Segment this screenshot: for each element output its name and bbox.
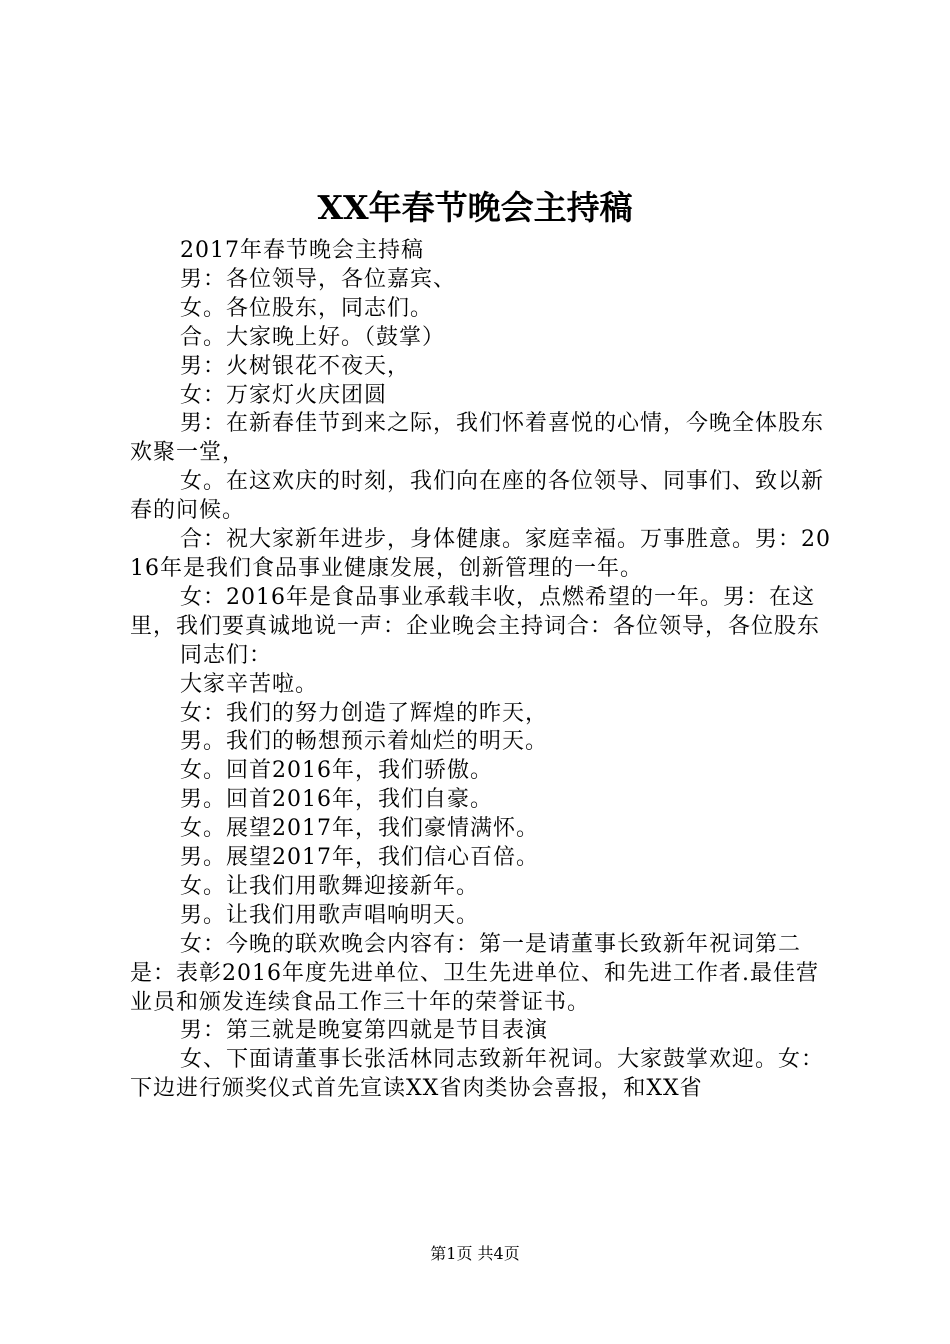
page-number-footer: 第1页 共4页: [430, 1244, 520, 1263]
paragraph: 同志们：: [180, 642, 273, 668]
paragraph: 合。大家晚上好。（鼓掌）: [180, 324, 446, 350]
paragraph: 女。各位股东，同志们。: [180, 295, 434, 321]
paragraph: 男。让我们用歌声唱响明天。: [180, 902, 480, 928]
paragraph: 男：第三就是晚宴第四就是节目表演: [180, 1018, 549, 1044]
paragraph: 女。回首2016年，我们骄傲。: [180, 758, 493, 784]
paragraph: 女：今晚的联欢晚会内容有：第一是请董事长致新年祝词第二是：表彰2016年度先进单位、卫生先进单位、和先进工作者.最佳营业员和颁发连续食品工作三十年的荣誉证书。: [130, 931, 819, 1015]
paragraph: 女：我们的努力创造了辉煌的昨天，: [180, 700, 549, 726]
paragraph: 2017年春节晚会主持稿: [180, 238, 424, 263]
paragraph: 女、下面请董事长张活林同志致新年祝词。大家鼓掌欢迎。女：下边进行颁奖仪式首先宣读XX省肉类协会喜报，和XX省: [130, 1047, 825, 1102]
paragraph: 男。展望2017年，我们信心百倍。: [180, 845, 539, 871]
paragraph: 女：2016年是食品事业承载丰收，点燃希望的一年。男：在这里，我们要真诚地说一声：企业晚会主持词合：各位领导，各位股东: [130, 584, 821, 639]
paragraph: 女。让我们用歌舞迎接新年。: [180, 873, 480, 899]
paragraph: 男。我们的畅想预示着灿烂的明天。: [180, 729, 549, 755]
paragraph: 大家辛苦啦。: [180, 671, 319, 697]
paragraph: 男：火树银花不夜天，: [180, 353, 411, 379]
paragraph: 男：各位领导，各位嘉宾、: [180, 266, 457, 292]
paragraph: 女。在这欢庆的时刻，我们向在座的各位领导、同事们、致以新春的问候。: [130, 469, 825, 524]
document-title: XX年春节晚会主持稿: [317, 188, 633, 227]
document-body: [130, 237, 835, 1104]
paragraph: 女。展望2017年，我们豪情满怀。: [180, 816, 539, 842]
paragraph: 男。回首2016年，我们自豪。: [180, 787, 493, 813]
paragraph: 男：在新春佳节到来之际，我们怀着喜悦的心情，今晚全体股东欢聚一堂，: [130, 411, 825, 466]
paragraph: 合：祝大家新年进步，身体健康。家庭幸福。万事胜意。男：2016年是我们食品事业健康发展，创新管理的一年。: [130, 527, 831, 581]
paragraph: 女：万家灯火庆团圆: [180, 382, 388, 408]
